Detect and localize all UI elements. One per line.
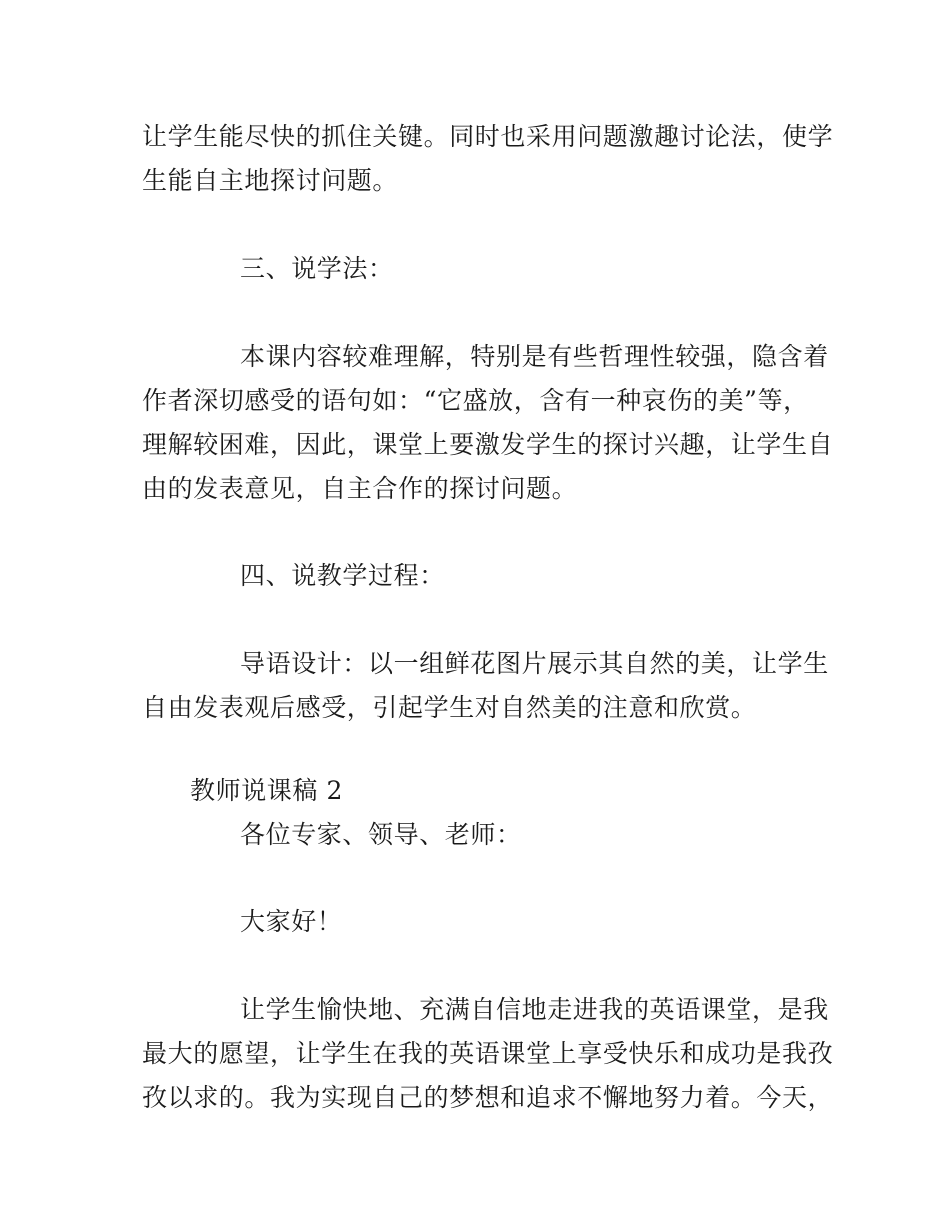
salutation: 各位专家、领导、老师： (240, 820, 522, 849)
paragraph-line: 本课内容较难理解，特别是有些哲理性较强，隐含着 (240, 342, 829, 371)
paragraph-line: 由的发表意见，自主合作的探讨问题。 (142, 474, 578, 503)
paragraph-line: 生能自主地探讨问题。 (142, 166, 399, 195)
section-heading-teaching-process: 四、说教学过程： (240, 561, 445, 590)
paragraph-line: 最大的愿望，让学生在我的英语课堂上享受快乐和成功是我孜 (142, 1039, 834, 1068)
paragraph-line: 自由发表观后感受，引起学生对自然美的注意和欣赏。 (142, 693, 757, 722)
section-heading-study-method: 三、说学法： (240, 254, 394, 283)
paragraph-line: 让学生愉快地、充满自信地走进我的英语课堂，是我 (240, 995, 829, 1024)
document-subtitle: 教师说课稿 2 (190, 776, 344, 805)
paragraph-line: 让学生能尽快的抓住关键。同时也采用问题激趣讨论法，使学 (142, 122, 834, 151)
paragraph-line: 理解较困难，因此，课堂上要激发学生的探讨兴趣，让学生自 (142, 430, 834, 459)
paragraph-line: 导语设计：以一组鲜花图片展示其自然的美，让学生 (240, 649, 829, 678)
paragraph-line: 孜以求的。我为实现自己的梦想和追求不懈地努力着。今天， (142, 1083, 834, 1112)
paragraph-line: 作者深切感受的语句如：“它盛放，含有一种哀伤的美”等， (142, 386, 809, 415)
greeting: 大家好！ (240, 907, 343, 936)
